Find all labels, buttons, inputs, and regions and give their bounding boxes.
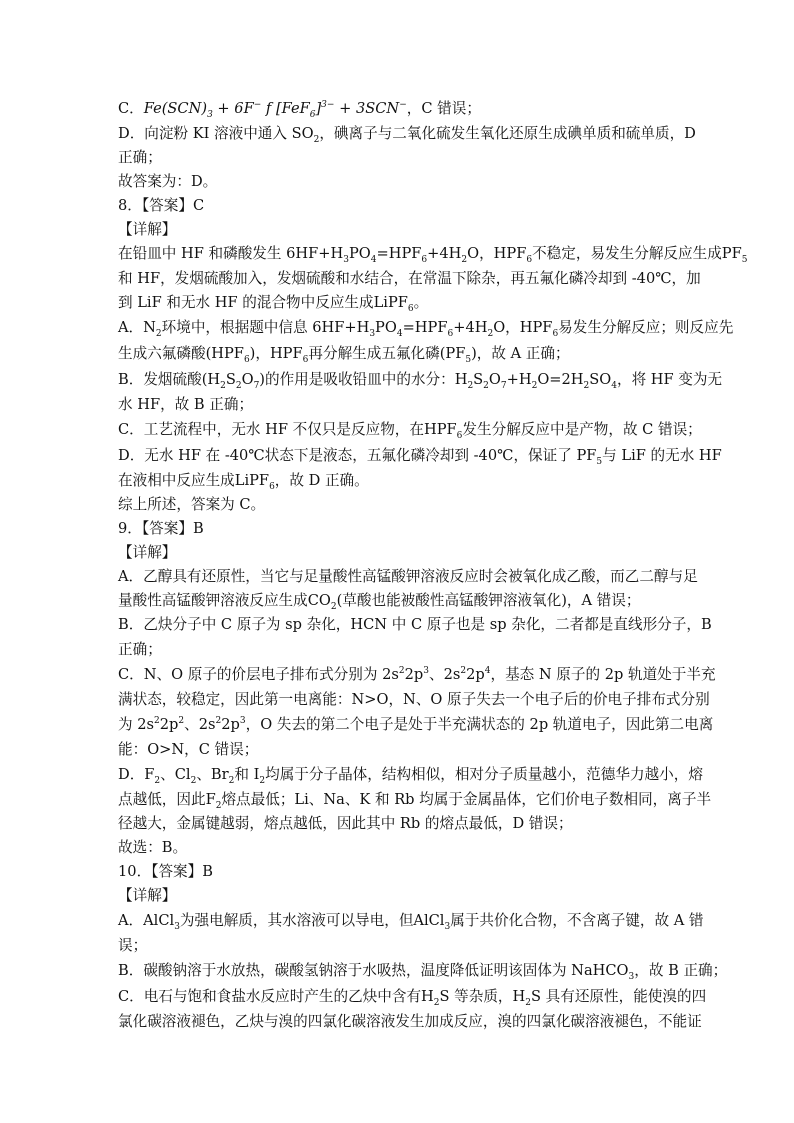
q8-option-d-line1: D．无水 HF 在 -40℃状态下是液态，五氟化磷冷却到 -40℃，保证了 $PF_5$与 LiF 的无水 HF <box>118 446 722 467</box>
q9-option-c-line1: C．N、O 原子的价层电子排布式分别为 $2s^22p^3$、$2s^22p^4$，基态 N 原子的 2p 轨道处于半充 <box>118 665 716 683</box>
q10-option-a-line1: A．AlCl$_3$为强电解质，其水溶液可以导电，但AlCl$_3$属于共价化合物，不含离子键，故 A 错 <box>118 912 704 933</box>
q8-answer-label: 8．【答案】C <box>118 197 205 215</box>
q8-para1-line3: 到 LiF 和无水 HF 的混合物中反应生成LiPF$_6$。 <box>118 293 429 314</box>
q10-option-c-line2: 氯化碳溶液褪色，乙炔与溴的四氯化碳溶液发生加成反应，溴的四氯化碳溶液褪色，不能证 <box>118 1013 702 1031</box>
q10-detail-label: 【详解】 <box>118 887 177 905</box>
q9-option-b-line2: 正确； <box>118 640 162 658</box>
q8-option-b-line2: 水 HF，故 B 正确； <box>118 395 254 413</box>
q10-option-c-line1: C．电石与饱和食盐水反应时产生的乙炔中含有$H_2S$ 等杂质，$H_2S$ 具有还原性，能使溴的四 <box>118 988 707 1009</box>
q7-option-c <box>118 96 680 122</box>
q9-option-c-line3: 为 $2s^22p^2$、$2s^22p^3$，O 失去的第二个电子是处于半充满状态的 2p 轨道电子，因此第二电离 <box>118 715 714 733</box>
q8-option-a-line2: 生成六氟磷酸$(HPF_6)$，$HPF_6$再分解生成五氟化磷$(PF_5)$，故 A 正确； <box>118 344 570 365</box>
option-c-verdict: ，C 错误； <box>406 100 481 117</box>
option-c-prefix: C． <box>118 100 144 117</box>
q8-detail-label: 【详解】 <box>118 221 177 239</box>
q7-option-d-line1: D．向淀粉 KI 溶液中通入 $SO_2$，碘离子与二氧化硫发生氧化还原生成碘单质和硫单质，D <box>118 125 696 145</box>
q8-option-d-line2: 在液相中反应生成LiPF$_6$，故 D 正确。 <box>118 471 369 492</box>
q9-option-a-line1: A．乙醇具有还原性，当它与足量酸性高锰酸钾溶液反应时会被氧化成乙酸，而乙二醇与足 <box>118 568 698 586</box>
q8-option-b-line1: B．发烟硫酸$(H_2S_2O_7)$的作用是吸收铅皿中的水分：$H_2S_2O_7+H_2O=2H_2SO_4$，将 HF 变为无 <box>118 370 723 391</box>
q8-para1-line1: 在铅皿中 HF 和磷酸发生 $6HF+H_3PO_4=HPF_6+4H_2O$，$HPF_6$不稳定，易发生分解反应生成$PF_5$ <box>118 245 748 266</box>
q9-answer-label: 9．【答案】B <box>118 520 204 538</box>
q9-detail-label: 【详解】 <box>118 544 177 562</box>
q9-option-b-line1: B．乙炔分子中 C 原子为 sp 杂化，HCN 中 C 原子也是 sp 杂化，二者都是直线形分子，B <box>118 616 712 634</box>
q8-option-a-line1: A．$N_2$环境中，根据题中信息 $6HF+H_3PO_4=HPF_6+4H_2O$，$HPF_6$易发生分解反应；则反应先 <box>118 318 734 339</box>
q10-option-b-line1: B．碳酸钠溶于水放热，碳酸氢钠溶于水吸热，温度降低证明该固体为 NaHCO$_3$，故 B 正确； <box>118 962 728 983</box>
q9-option-c-line2: 满状态，较稳定，因此第一电离能：N>O，N、O 原子失去一个电子后的价电子排布式分别 <box>118 690 710 708</box>
formula-fe-scn: $Fe(SCN)_3 + 6F^-$ f $[FeF_6]^{3-} + 3SCN^-$ <box>143 100 407 120</box>
q10-option-a-line2: 误； <box>118 937 148 955</box>
q8-summary: 综上所述，答案为 C。 <box>118 495 266 513</box>
q9-option-c-line4: 能：O>N，C 错误； <box>118 740 259 758</box>
q9-option-d-line3: 径越大，金属键越弱，熔点越低，因此其中 Rb 的熔点最低，D 错误； <box>118 814 573 832</box>
q10-answer-label: 10．【答案】B <box>118 863 213 881</box>
answer-page <box>118 96 748 1034</box>
q9-option-d-line1: D．$F_2$、$Cl_2$、$Br_2$和 $I_2$均属于分子晶体，结构相似，相对分子质量越小，范德华力越小，熔 <box>118 765 703 786</box>
q7-answer: 故答案为：D。 <box>118 173 218 191</box>
q9-option-a-line2: 量酸性高锰酸钾溶液反应生成$CO_2$(草酸也能被酸性高锰酸钾溶液氧化)，A 错误； <box>118 592 641 613</box>
q8-para1-line2: 和 HF，发烟硫酸加入，发烟硫酸和水结合，在常温下除杂，再五氟化磷冷却到 -40℃，加 <box>118 269 701 287</box>
q7-option-d-line2: 正确； <box>118 149 162 167</box>
q8-option-c-line1: C．工艺流程中，无水 HF 不仅只是反应物，在$HPF_6$发生分解反应中是产物，故 C 错误； <box>118 420 702 441</box>
q9-answer: 故选：B。 <box>118 838 188 856</box>
q9-option-d-line2: 点越低，因此$F_2$熔点最低；Li、Na、K 和 Rb 均属于金属晶体，它们价电子数相同，离子半 <box>118 790 712 811</box>
